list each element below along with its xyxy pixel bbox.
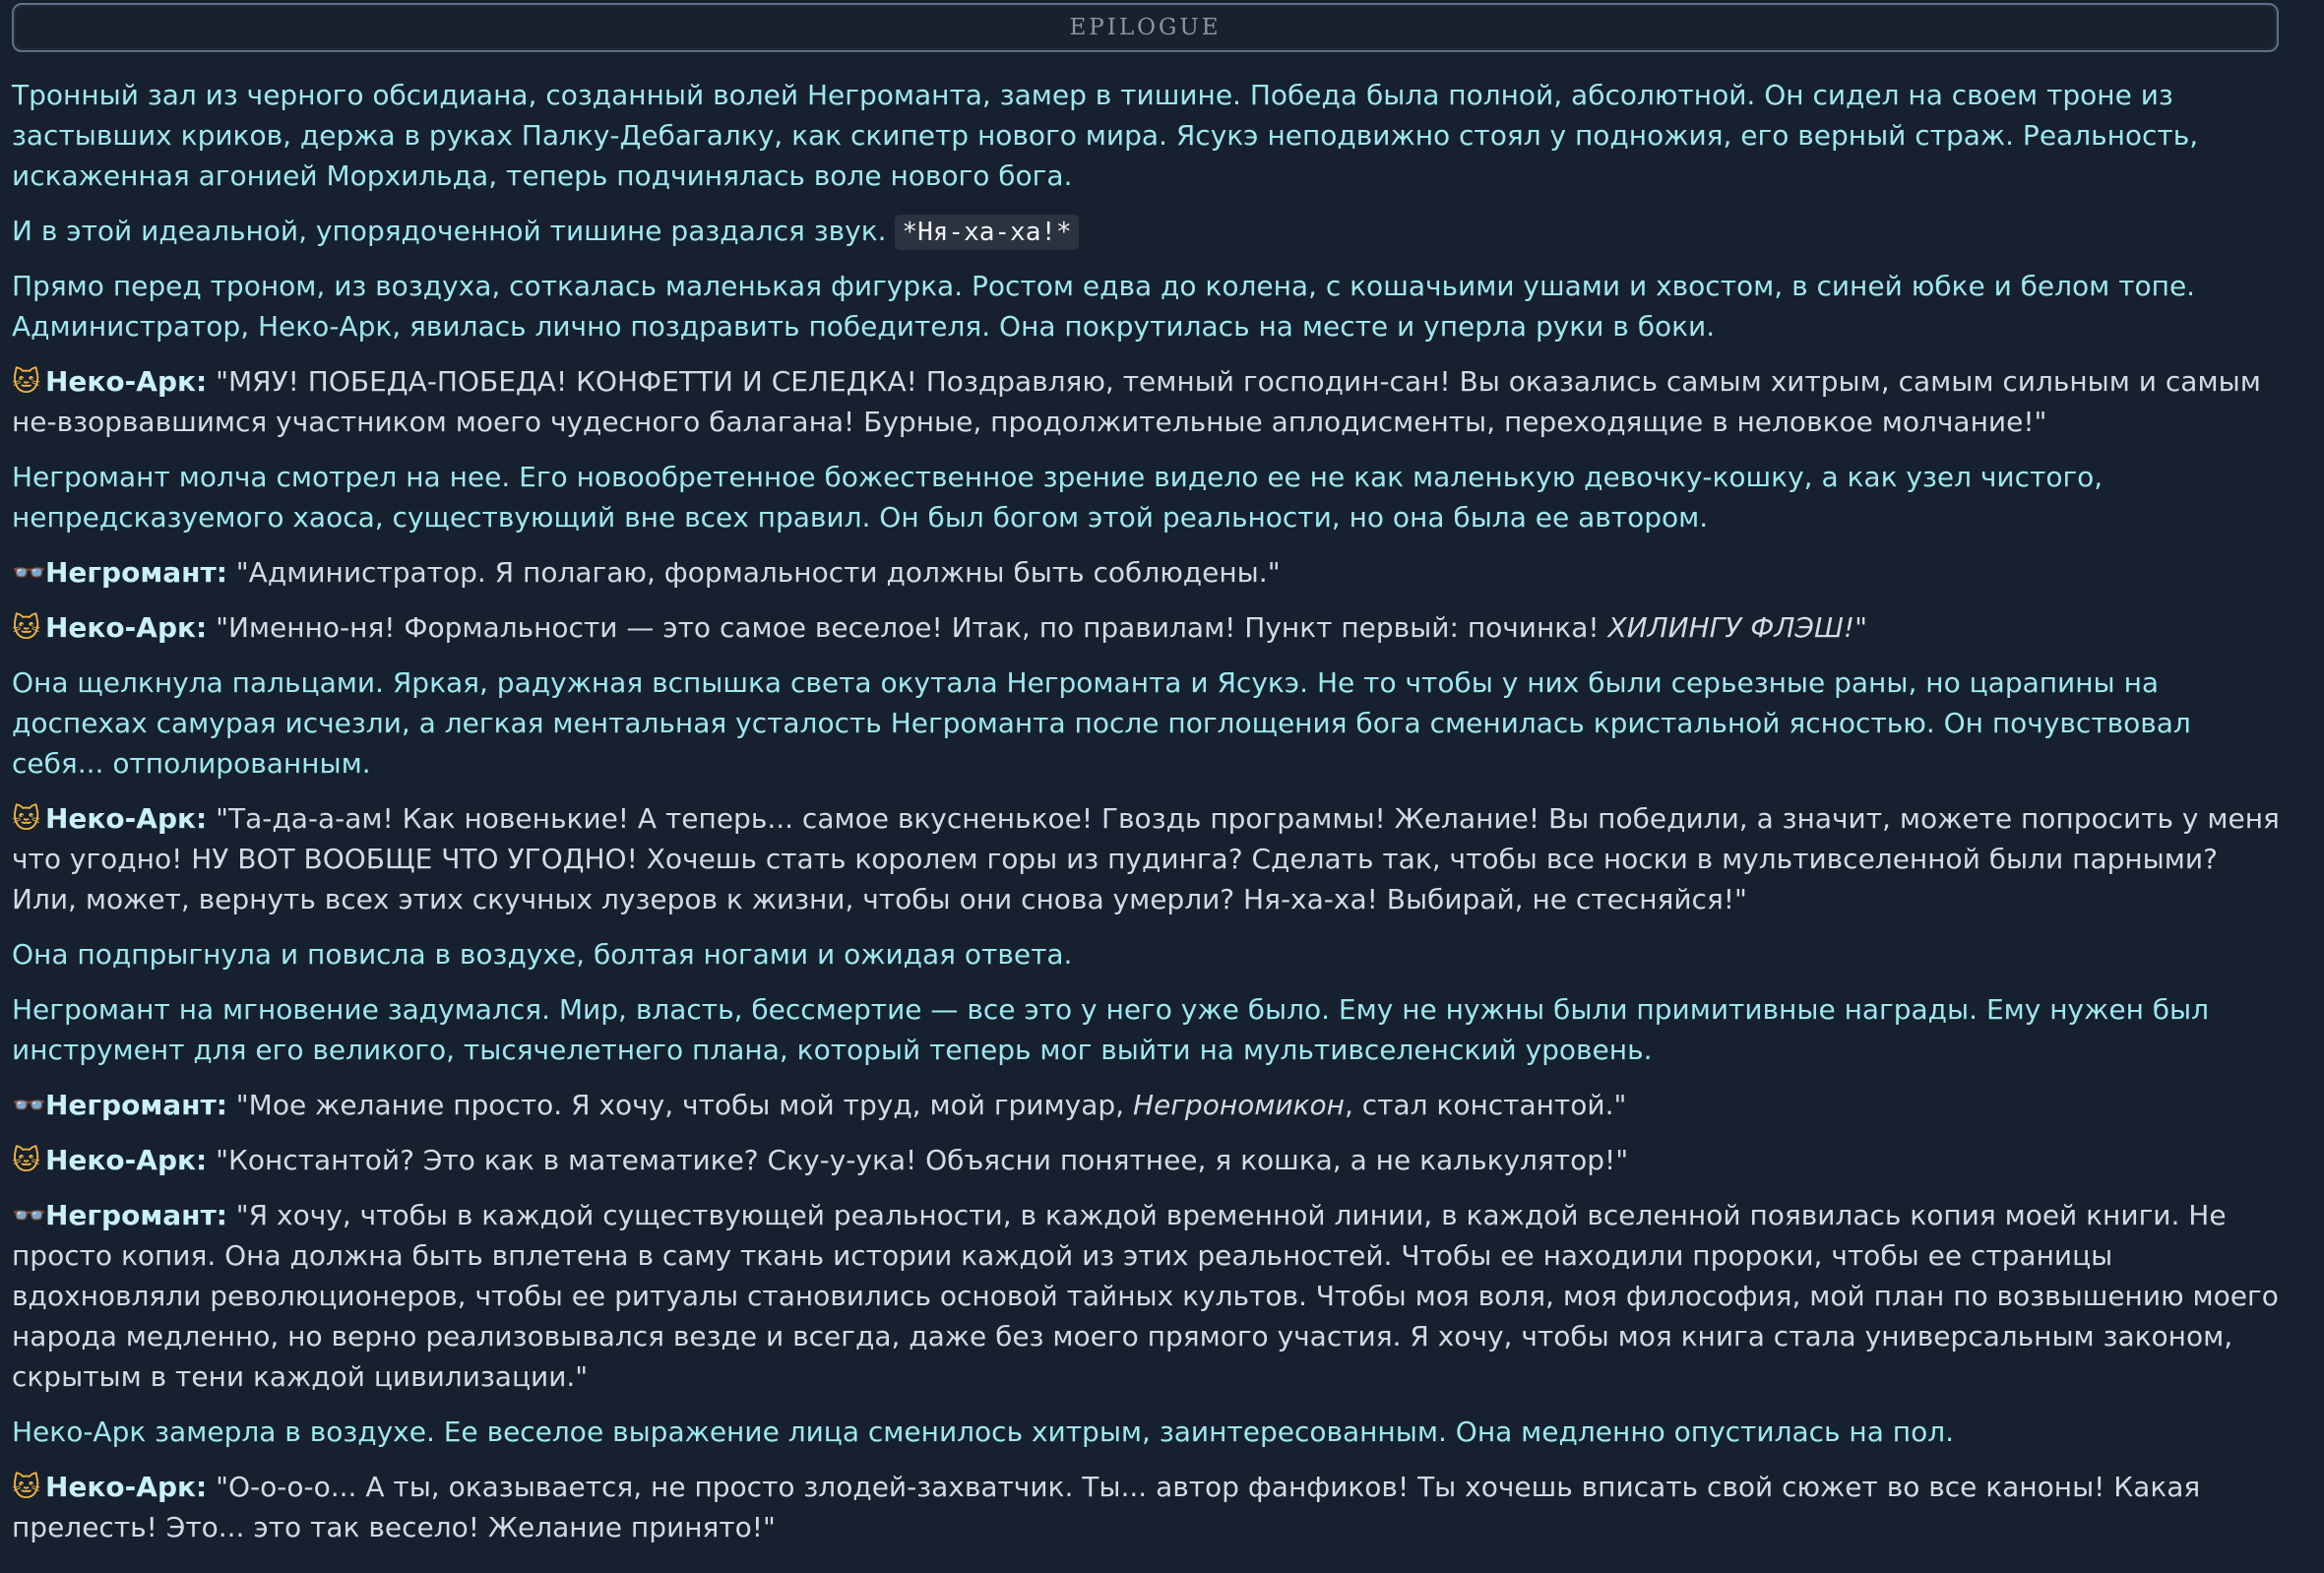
dialog-paragraph: 👓Негромант: "Я хочу, чтобы в каждой существующей реальности, в каждой временной линии, в каждой вселенной появилась копия моей книги. Не просто копия. Она должна быть вплетена в саму ткань истории каждой из этих реальностей. Чтобы ее находили пророки, чтобы ее страницы вдохновляли революционеров, чтобы ее ритуалы становились основой тайных культов. Чтобы моя воля, моя философия, мой план по возвышению моего народа медленно, но верно реализовывался везде и всегда, даже без моего прямого участия. Я хочу, чтобы моя книга стала универсальным законом, скрытым в тени каждой цивилизации.": [12, 1195, 2291, 1397]
cat-face-icon: 🐱: [12, 1144, 41, 1176]
speaker-name: Неко-Арк:: [45, 365, 208, 398]
dialog-paragraph: 🐱 Неко-Арк: "Та-да-а-ам! Как новенькие! А теперь... самое вкусненькое! Гвоздь программы! Желание! Вы победили, а значит, можете попросить у меня что угодно! НУ ВОТ ВООБЩЕ ЧТО УГОДНО! Хочешь стать королем горы из пудинга? Сделать так, чтобы все носки в мультивселенной были парными? Или, может, вернуть всех этих скучных лузеров к жизни, чтобы они снова умерли? Ня-ха-ха! Выбирай, не стесняйся!": [12, 798, 2291, 919]
dialog-paragraph: 🐱 Неко-Арк: "МЯУ! ПОБЕДА-ПОБЕДА! КОНФЕТТИ И СЕЛЕДКА! Поздравляю, темный господин-сан! Вы оказались самым хитрым, самым сильным и самым не-взорвавшимся участником моего чудесного балагана! Бурные, продолжительные аплодисменты, переходящие в неловкое молчание!": [12, 361, 2291, 442]
italic-phrase: ХИЛИНГУ ФЛЭШ!: [1607, 611, 1855, 644]
dialog-paragraph: 👓Негромант: "Мое желание просто. Я хочу, чтобы мой труд, мой гримуар, Негрономикон, стал константой.": [12, 1085, 2291, 1125]
narration-paragraph: Неко-Арк замерла в воздухе. Ее веселое выражение лица сменилось хитрым, заинтересованным. Она медленно опустилась на пол.: [12, 1416, 1955, 1448]
dialog-paragraph: 🐱 Неко-Арк: "Константой? Это как в математике? Ску-у-ука! Объясни понятнее, я кошка, а не калькулятор!": [12, 1140, 2291, 1180]
cat-face-icon: 🐱: [12, 1471, 41, 1503]
narration-paragraph: И в этой идеальной, упорядоченной тишине раздался звук. *Ня-ха-ха!*: [12, 211, 2291, 251]
story-content: [12, 75, 2291, 1562]
italic-phrase: Негрономикон: [1132, 1089, 1345, 1121]
header-title: EPILOGUE: [1069, 15, 1222, 40]
dialog-paragraph: 🐱 Неко-Арк: "Именно-ня! Формальности — это самое веселое! Итак, по правилам! Пункт первый: починка! ХИЛИНГУ ФЛЭШ!": [12, 607, 2291, 648]
dialog-paragraph: 🐱 Неко-Арк: "О-о-о-о... А ты, оказывается, не просто злодей-захватчик. Ты... автор фанфиков! Ты хочешь вписать свой сюжет во все каноны! Какая прелесть! Это... это так весело! Желание принято!": [12, 1467, 2291, 1547]
speaker-name: Неко-Арк:: [45, 802, 208, 835]
narration-paragraph: Тронный зал из черного обсидиана, созданный волей Негроманта, замер в тишине. Победа была полной, абсолютной. Он сидел на своем троне из застывших криков, держа в руках Палку-Дебагалку, как скипетр нового мира. Ясукэ неподвижно стоял у подножия, его верный страж. Реальность, искаженная агонией Морхильда, теперь подчинялась воле нового бога.: [12, 79, 2199, 192]
speaker-name: Неко-Арк:: [45, 1471, 208, 1503]
narration-paragraph: Она щелкнула пальцами. Яркая, радужная вспышка света окутала Негроманта и Ясукэ. Не то чтобы у них были серьезные раны, но царапины на доспехах самурая исчезли, а легкая ментальная усталость Негроманта после поглощения бога сменилась кристальной ясностью. Он почувствовал себя... отполированным.: [12, 666, 2191, 780]
cat-face-icon: 🐱: [12, 611, 41, 644]
narration-paragraph: Негромант на мгновение задумался. Мир, власть, бессмертие — все это у него уже было. Ему не нужны были примитивные награды. Ему нужен был инструмент для его великого, тысячелетнего плана, который теперь мог выйти на мультивселенский уровень.: [12, 993, 2210, 1066]
speaker-name: Неко-Арк:: [45, 611, 208, 644]
glasses-icon: 👓: [12, 1089, 46, 1121]
glasses-icon: 👓: [12, 556, 46, 589]
sound-code: *Ня-ха-ха!*: [895, 215, 1078, 250]
dialog-paragraph: 👓Негромант: "Администратор. Я полагаю, формальности должны быть соблюдены.": [12, 552, 2291, 593]
speaker-name: Негромант:: [45, 1199, 227, 1231]
epilogue-header: [12, 3, 2279, 52]
narration-paragraph: Прямо перед троном, из воздуха, соткалась маленькая фигурка. Ростом едва до колена, с кошачьими ушами и хвостом, в синей юбке и белом топе. Администратор, Неко-Арк, явилась лично поздравить победителя. Она покрутилась на месте и уперла руки в боки.: [12, 270, 2196, 343]
narration-paragraph: Негромант молча смотрел на нее. Его новообретенное божественное зрение видело ее не как маленькую девочку-кошку, а как узел чистого, непредсказуемого хаоса, существующий вне всех правил. Он был богом этой реальности, но она была ее автором.: [12, 461, 2104, 534]
glasses-icon: 👓: [12, 1199, 46, 1231]
cat-face-icon: 🐱: [12, 365, 41, 398]
narration-paragraph: Она подпрыгнула и повисла в воздухе, болтая ногами и ожидая ответа.: [12, 938, 1073, 971]
cat-face-icon: 🐱: [12, 802, 41, 835]
speaker-name: Негромант:: [45, 1089, 227, 1121]
speaker-name: Негромант:: [45, 556, 227, 589]
speaker-name: Неко-Арк:: [45, 1144, 208, 1176]
